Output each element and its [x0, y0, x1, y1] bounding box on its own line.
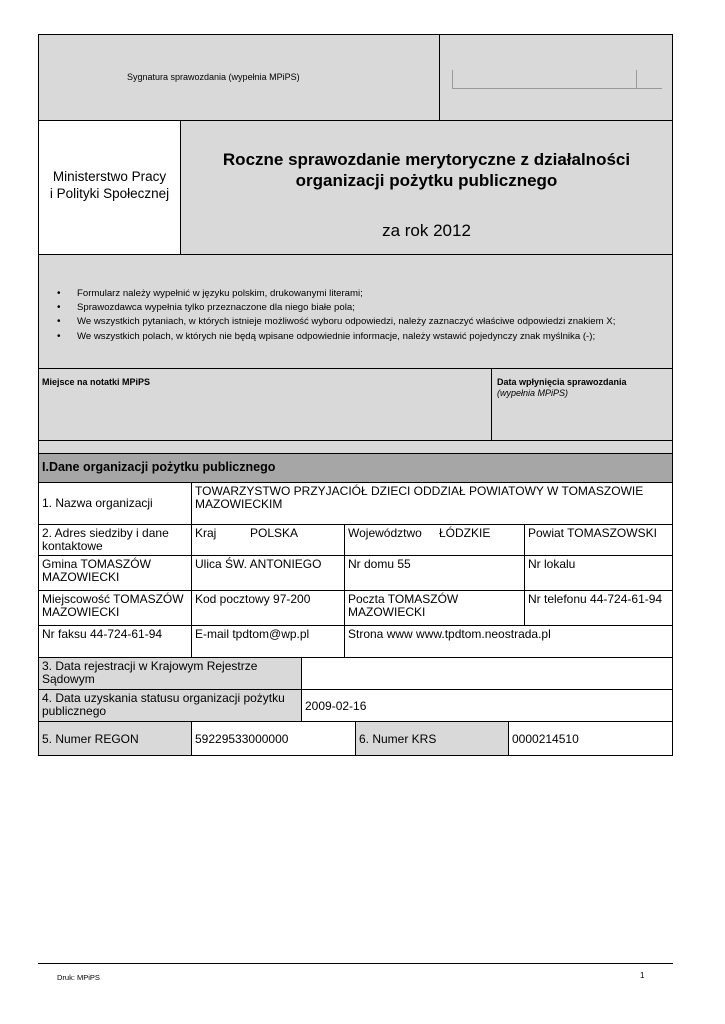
- header-box: [38, 120, 673, 255]
- country-value: POLSKA: [250, 526, 299, 540]
- address-row-4: [38, 625, 673, 658]
- address-row-3: [38, 590, 673, 626]
- post-office-cell[interactable]: Poczta TOMASZÓW MAZOWIECKI: [344, 591, 524, 625]
- ministry-line2: i Polityki Społecznej: [49, 186, 170, 201]
- krs-date-label: 3. Data rejestracji w Krajowym Rejestrze Sądowym: [39, 658, 301, 689]
- instructions-list: [39, 287, 672, 344]
- postcode-cell[interactable]: Kod pocztowy 97-200: [191, 591, 344, 625]
- country-cell[interactable]: [191, 525, 344, 555]
- signature-divider: [439, 35, 440, 120]
- signature-field[interactable]: [452, 70, 662, 89]
- regon-value[interactable]: 59229533000000: [191, 722, 355, 755]
- county-cell[interactable]: Powiat TOMASZOWSKI: [524, 525, 672, 555]
- opp-date-row: [38, 689, 673, 722]
- website-cell[interactable]: Strona www www.tpdtom.neostrada.pl: [344, 626, 672, 657]
- signature-label: Sygnatura sprawozdania (wypełnia MPiPS): [127, 72, 300, 82]
- krs-value[interactable]: 0000214510: [508, 722, 672, 755]
- street-cell[interactable]: Ulica ŚW. ANTONIEGO: [191, 556, 344, 590]
- title-cell: [180, 121, 672, 254]
- org-name-label: 1. Nazwa organizacji: [42, 496, 153, 510]
- org-name-value[interactable]: TOWARZYSTWO PRZYJACIÓŁ DZIECI ODDZIAŁ POWIATOWY W TOMASZOWIE MAZOWIECKIM: [191, 483, 672, 524]
- page-number: 1: [640, 971, 645, 980]
- town-cell[interactable]: Miejscowość TOMASZÓW MAZOWIECKI: [42, 592, 184, 619]
- signature-field-tick: [636, 70, 637, 88]
- flat-number-cell[interactable]: Nr lokalu: [524, 556, 672, 590]
- footer-left: Druk: MPiPS: [57, 973, 100, 982]
- instructions-box: [38, 254, 673, 369]
- house-number-cell[interactable]: Nr domu 55: [344, 556, 524, 590]
- address-row-1: [38, 524, 673, 556]
- krs-date-row: [38, 657, 673, 690]
- regon-label: 5. Numer REGON: [39, 722, 191, 755]
- report-year: za rok 2012: [382, 221, 471, 240]
- notes-field[interactable]: [39, 369, 491, 441]
- section1-title: I.Dane organizacji pożytku publicznego: [42, 460, 276, 474]
- footer-rule: [38, 963, 673, 964]
- commune-cell[interactable]: Gmina TOMASZÓW MAZOWIECKI: [42, 557, 151, 584]
- ministry-line1: Ministerstwo Pracy: [52, 169, 167, 184]
- email-cell[interactable]: E-mail tpdtom@wp.pl: [191, 626, 344, 657]
- signature-box: [38, 34, 673, 121]
- krs-date-value[interactable]: [301, 658, 672, 689]
- voivodeship-value: ŁÓDZKIE: [439, 526, 491, 540]
- receipt-label: Data wpłynięcia sprawozdania: [497, 377, 627, 387]
- receipt-cell: [491, 369, 672, 441]
- instruction-item: • We wszystkich pytaniach, w których istnieje możliwość wyboru odpowiedzi, należy zaznaczyć właściwe odpowiedzi znakiem X;: [39, 315, 672, 329]
- address-label: 2. Adres siedziby i dane kontaktowe: [42, 526, 169, 553]
- section1-header: [38, 453, 673, 483]
- instruction-item: • Formularz należy wypełnić w języku polskim, drukowanymi literami;: [39, 287, 672, 301]
- country-label: Kraj: [195, 526, 217, 540]
- instruction-item: • Sprawozdawca wypełnia tylko przeznaczone dla niego białe pola;: [39, 301, 672, 315]
- instruction-item: • We wszystkich polach, w których nie będą wpisane odpowiednie informacje, należy wstawić pojedynczy znak myślnika (-);: [39, 330, 672, 344]
- ministry-cell: [39, 121, 180, 254]
- receipt-sub: (wypełnia MPiPS): [497, 388, 569, 398]
- fax-cell[interactable]: Nr faksu 44-724-61-94: [42, 627, 163, 641]
- notes-box: [38, 368, 673, 454]
- notes-bottom-line: [39, 440, 672, 441]
- voivodeship-cell[interactable]: [344, 525, 524, 555]
- regon-krs-row: [38, 721, 673, 756]
- report-title-line1: Roczne sprawozdanie merytoryczne z działalności: [222, 150, 631, 169]
- voivodeship-label: Województwo: [348, 526, 422, 540]
- opp-date-value[interactable]: 2009-02-16: [301, 690, 672, 721]
- address-row-2: [38, 555, 673, 591]
- notes-label: Miejsce na notatki MPiPS: [42, 377, 151, 387]
- org-name-row: [38, 482, 673, 525]
- phone-cell[interactable]: Nr telefonu 44-724-61-94: [524, 591, 672, 625]
- opp-date-label: 4. Data uzyskania statusu organizacji pożytku publicznego: [39, 690, 301, 721]
- report-title-line2: organizacji pożytku publicznego: [295, 171, 558, 190]
- krs-label: 6. Numer KRS: [355, 722, 508, 755]
